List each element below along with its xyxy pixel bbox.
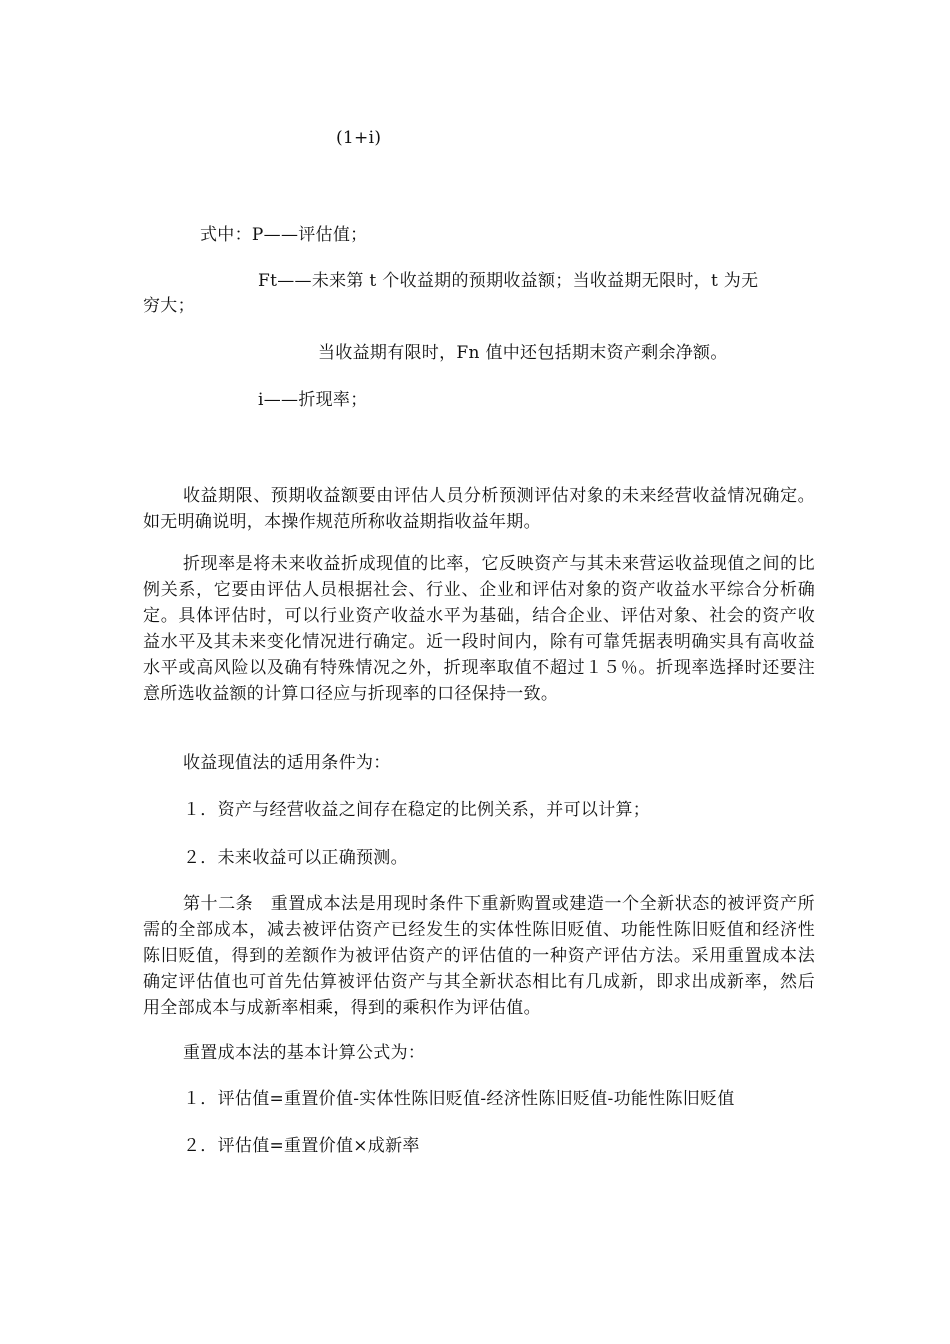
condition-item-2: ２．未来收益可以正确预测。 xyxy=(183,848,408,868)
formula-item-1: １．评估值=重置价值-实体性陈旧贬值-经济性陈旧贬值-功能性陈旧贬值 xyxy=(183,1089,735,1109)
legend-fn: 当收益期有限时，Fn 值中还包括期末资产剩余净额。 xyxy=(318,343,728,363)
legend-ft: Ft——未来第 t 个收益期的预期收益额；当收益期无限时，t 为无 xyxy=(258,271,759,291)
formula-item-2: ２．评估值=重置价值×成新率 xyxy=(183,1136,420,1156)
paragraph-formula-intro: 重置成本法的基本计算公式为： xyxy=(183,1043,426,1063)
paragraph-income-period: 收益期限、预期收益额要由评估人员分析预测评估对象的未来经营收益情况确定。如无明确说明，本操作规范所称收益期指收益年期。 xyxy=(143,486,815,532)
paragraph-article-12: 第十二条 重置成本法是用现时条件下重新购置或建造一个全新状态的被评资产所需的全部成本，减去被评估资产已经发生的实体性陈旧贬值、功能性陈旧贬值和经济性陈旧贬值，得到的差额作为被评估资产的评估值的一种资产评估方法。采用重置成本法确定评估值也可首先估算被评估资产与其全新状态相比有几成新，即求出成新率，然后用全部成本与成新率相乘，得到的乘积作为评估值。 xyxy=(143,894,815,1018)
legend-ft-continuation: 穷大； xyxy=(143,296,195,316)
legend-p: 式中：P——评估值； xyxy=(200,225,368,245)
paragraph-conditions-intro: 收益现值法的适用条件为： xyxy=(183,753,391,773)
legend-i: i——折现率； xyxy=(258,390,368,410)
condition-item-1: １．资产与经营收益之间存在稳定的比例关系，并可以计算； xyxy=(183,800,651,820)
formula-denominator: (1+i) xyxy=(336,128,382,148)
paragraph-discount-rate: 折现率是将未来收益折成现值的比率，它反映资产与其未来营运收益现值之间的比例关系，它要由评估人员根据社会、行业、企业和评估对象的资产收益水平综合分析确定。具体评估时，可以行业资产收益水平为基础，结合企业、评估对象、社会的资产收益水平及其未来变化情况进行确定。近一段时间内，除有可靠凭据表明确实具有高收益水平或高风险以及确有特殊情况之外，折现率取值不超过１５％。折现率选择时还要注意所选收益额的计算口径应与折现率的口径保持一致。 xyxy=(143,554,815,704)
